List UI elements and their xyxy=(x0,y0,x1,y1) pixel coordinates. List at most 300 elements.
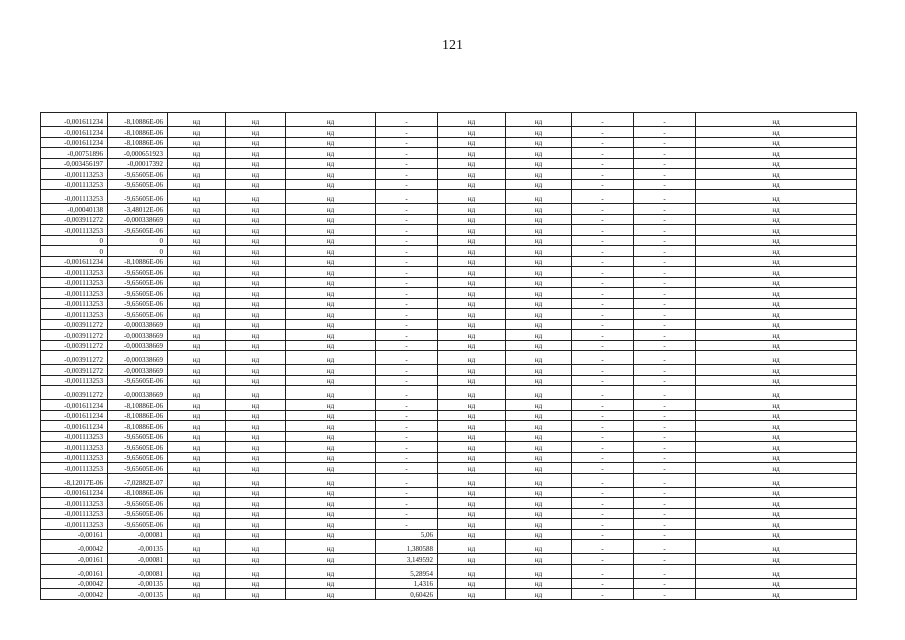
table-cell: нд xyxy=(438,564,506,578)
table-row xyxy=(41,431,857,442)
table-cell: нд xyxy=(438,386,506,400)
table-cell: нд xyxy=(226,529,286,540)
page-number: 121 xyxy=(442,38,463,53)
table-row xyxy=(41,473,857,487)
table-cell: нд xyxy=(696,148,857,159)
table-cell: нд xyxy=(286,554,376,565)
table-cell: -0,001611234 xyxy=(41,137,108,148)
table-cell: нд xyxy=(168,452,226,463)
table-cell: -0,003911272 xyxy=(41,330,108,341)
table-cell: нд xyxy=(506,319,572,330)
table-cell: нд xyxy=(226,442,286,453)
table-cell: - xyxy=(572,519,634,530)
table-cell: - xyxy=(572,564,634,578)
table-cell: нд xyxy=(438,529,506,540)
table-cell: - xyxy=(376,319,438,330)
table-cell: нд xyxy=(696,204,857,215)
table-cell: - xyxy=(376,442,438,453)
table-cell: нд xyxy=(168,578,226,589)
table-cell: нд xyxy=(696,540,857,554)
table-cell: нд xyxy=(696,421,857,432)
table-cell: нд xyxy=(168,288,226,299)
table-cell: нд xyxy=(168,386,226,400)
table-cell: -0,000651923 xyxy=(108,148,168,159)
table-cell: нд xyxy=(168,442,226,453)
table-cell: -0,001113253 xyxy=(41,225,108,236)
table-cell: нд xyxy=(438,190,506,204)
table-cell: нд xyxy=(286,225,376,236)
table-cell: нд xyxy=(696,386,857,400)
table-cell: нд xyxy=(226,127,286,138)
table-cell: -0,001611234 xyxy=(41,256,108,267)
table-cell: нд xyxy=(226,288,286,299)
table-cell: нд xyxy=(286,431,376,442)
table-cell: - xyxy=(634,519,696,530)
table-cell: -0,000338669 xyxy=(108,365,168,376)
table-cell: 3,149592 xyxy=(376,554,438,565)
table-cell: нд xyxy=(438,246,506,257)
table-cell: нд xyxy=(506,487,572,498)
table-cell: нд xyxy=(506,410,572,421)
table-cell: нд xyxy=(286,169,376,180)
table-cell: нд xyxy=(438,442,506,453)
table-cell: нд xyxy=(506,277,572,288)
table-row xyxy=(41,386,857,400)
table-cell: -8,10886E-06 xyxy=(108,410,168,421)
table-cell: - xyxy=(572,540,634,554)
table-cell: -0,000338669 xyxy=(108,351,168,365)
table-cell: нд xyxy=(696,277,857,288)
table-cell: -8,10886E-06 xyxy=(108,256,168,267)
table-cell: нд xyxy=(438,410,506,421)
table-row xyxy=(41,277,857,288)
table-cell: -0,001113253 xyxy=(41,375,108,386)
table-row xyxy=(41,400,857,411)
table-cell: нд xyxy=(438,225,506,236)
table-row xyxy=(41,564,857,578)
table-row xyxy=(41,319,857,330)
table-row xyxy=(41,148,857,159)
table-cell: -0,00042 xyxy=(41,578,108,589)
table-cell: нд xyxy=(226,421,286,432)
table-cell: нд xyxy=(168,400,226,411)
table-cell: нд xyxy=(506,540,572,554)
table-cell: - xyxy=(634,158,696,169)
table-cell: -0,003911272 xyxy=(41,319,108,330)
table-cell: -0,001113253 xyxy=(41,288,108,299)
table-cell: нд xyxy=(286,267,376,278)
table-cell: нд xyxy=(696,487,857,498)
table-cell: нд xyxy=(438,330,506,341)
table-cell: - xyxy=(572,319,634,330)
table-cell: -9,65605E-06 xyxy=(108,267,168,278)
table-cell: нд xyxy=(438,137,506,148)
table-cell: нд xyxy=(506,498,572,509)
table-cell: - xyxy=(634,578,696,589)
table-cell: нд xyxy=(438,554,506,565)
table-cell: нд xyxy=(696,578,857,589)
table-cell: - xyxy=(376,137,438,148)
table-cell: нд xyxy=(506,508,572,519)
table-cell: -0,001611234 xyxy=(41,127,108,138)
table-cell: нд xyxy=(226,554,286,565)
table-cell: - xyxy=(572,330,634,341)
table-cell: - xyxy=(376,288,438,299)
table-cell: -0,001113253 xyxy=(41,442,108,453)
table-cell: нд xyxy=(286,113,376,127)
table-cell: -9,65605E-06 xyxy=(108,375,168,386)
table-cell: - xyxy=(572,463,634,474)
table-cell: нд xyxy=(438,148,506,159)
table-cell: - xyxy=(634,452,696,463)
table-cell: - xyxy=(572,288,634,299)
table-cell: нд xyxy=(438,498,506,509)
table-cell: - xyxy=(634,529,696,540)
table-cell: нд xyxy=(506,113,572,127)
table-cell: нд xyxy=(226,589,286,600)
table-cell: нд xyxy=(506,298,572,309)
table-cell: -9,65605E-06 xyxy=(108,309,168,320)
table-cell: нд xyxy=(696,463,857,474)
table-cell: - xyxy=(572,225,634,236)
table-cell: - xyxy=(572,386,634,400)
table-row xyxy=(41,309,857,320)
table-cell: - xyxy=(572,508,634,519)
table-cell: нд xyxy=(226,540,286,554)
table-cell: 0 xyxy=(108,246,168,257)
table-cell: - xyxy=(634,225,696,236)
table-cell: - xyxy=(634,508,696,519)
table-cell: - xyxy=(376,431,438,442)
table-cell: -9,65605E-06 xyxy=(108,519,168,530)
table-cell: нд xyxy=(168,148,226,159)
table-cell: нд xyxy=(168,214,226,225)
table-cell: нд xyxy=(696,400,857,411)
table-cell: нд xyxy=(286,421,376,432)
table-cell: -0,00081 xyxy=(108,564,168,578)
table-cell: нд xyxy=(286,508,376,519)
table-cell: -9,65605E-06 xyxy=(108,288,168,299)
table-cell: - xyxy=(634,179,696,190)
table-row xyxy=(41,498,857,509)
table-cell: нд xyxy=(696,519,857,530)
table-cell: нд xyxy=(506,214,572,225)
table-cell: - xyxy=(572,473,634,487)
table-cell: нд xyxy=(696,340,857,351)
table-cell: нд xyxy=(286,190,376,204)
table-cell: нд xyxy=(168,137,226,148)
table-cell: нд xyxy=(286,277,376,288)
table-cell: - xyxy=(376,113,438,127)
table-row xyxy=(41,508,857,519)
table-cell: - xyxy=(634,137,696,148)
table-cell: -8,10886E-06 xyxy=(108,400,168,411)
table-row xyxy=(41,158,857,169)
table-cell: нд xyxy=(286,309,376,320)
table-cell: нд xyxy=(506,554,572,565)
table-row xyxy=(41,452,857,463)
table-cell: - xyxy=(634,235,696,246)
table-cell: - xyxy=(572,498,634,509)
table-cell: -0,00161 xyxy=(41,564,108,578)
table-cell: нд xyxy=(696,498,857,509)
table-cell: нд xyxy=(696,319,857,330)
table-cell: нд xyxy=(506,365,572,376)
table-cell: - xyxy=(376,246,438,257)
table-cell: нд xyxy=(168,127,226,138)
table-cell: нд xyxy=(506,452,572,463)
table-cell: нд xyxy=(696,351,857,365)
table-cell: нд xyxy=(286,158,376,169)
table-cell: нд xyxy=(696,113,857,127)
table-cell: -0,00042 xyxy=(41,589,108,600)
table-cell: нд xyxy=(168,179,226,190)
table-cell: нд xyxy=(506,400,572,411)
table-cell: - xyxy=(634,113,696,127)
table-cell: нд xyxy=(506,235,572,246)
table-cell: - xyxy=(634,554,696,565)
table-cell: нд xyxy=(226,277,286,288)
table-cell: нд xyxy=(696,267,857,278)
table-cell: нд xyxy=(696,288,857,299)
table-cell: - xyxy=(572,158,634,169)
table-cell: -0,003911272 xyxy=(41,214,108,225)
table-cell: нд xyxy=(286,589,376,600)
table-cell: нд xyxy=(438,375,506,386)
table-cell: - xyxy=(376,256,438,267)
table-cell: нд xyxy=(226,169,286,180)
table-cell: нд xyxy=(506,519,572,530)
table-cell: - xyxy=(634,309,696,320)
table-cell: - xyxy=(634,386,696,400)
table-cell: нд xyxy=(226,578,286,589)
table-cell: нд xyxy=(696,137,857,148)
table-cell: нд xyxy=(696,225,857,236)
table-cell: -8,10886E-06 xyxy=(108,487,168,498)
table-cell: нд xyxy=(226,340,286,351)
table-row xyxy=(41,179,857,190)
table-cell: 0 xyxy=(41,235,108,246)
table-cell: - xyxy=(572,137,634,148)
table-cell: - xyxy=(572,309,634,320)
table-cell: нд xyxy=(438,179,506,190)
table-cell: - xyxy=(634,319,696,330)
table-cell: нд xyxy=(696,309,857,320)
table-cell: -3,48012E-06 xyxy=(108,204,168,215)
table-cell: нд xyxy=(286,540,376,554)
table-cell: нд xyxy=(506,246,572,257)
table-cell: - xyxy=(376,386,438,400)
table-cell: нд xyxy=(168,204,226,215)
table-cell: нд xyxy=(696,158,857,169)
table-cell: нд xyxy=(506,225,572,236)
table-cell: - xyxy=(572,431,634,442)
table-cell: -9,65605E-06 xyxy=(108,508,168,519)
table-cell: - xyxy=(634,473,696,487)
table-cell: нд xyxy=(438,589,506,600)
table-cell: нд xyxy=(286,319,376,330)
table-cell: нд xyxy=(438,519,506,530)
table-cell: нд xyxy=(696,235,857,246)
table-cell: нд xyxy=(168,190,226,204)
table-cell: нд xyxy=(226,158,286,169)
table-cell: -0,00135 xyxy=(108,540,168,554)
table-cell: - xyxy=(376,365,438,376)
table-cell: нд xyxy=(438,421,506,432)
table-cell: - xyxy=(376,214,438,225)
table-cell: -0,001113253 xyxy=(41,498,108,509)
table-row xyxy=(41,169,857,180)
table-cell: 1,380588 xyxy=(376,540,438,554)
table-cell: нд xyxy=(696,298,857,309)
table-cell: - xyxy=(572,442,634,453)
table-cell: нд xyxy=(226,330,286,341)
table-row xyxy=(41,137,857,148)
table-cell: нд xyxy=(226,487,286,498)
table-cell: - xyxy=(572,487,634,498)
table-cell: - xyxy=(376,330,438,341)
table-row xyxy=(41,519,857,530)
table-cell: нд xyxy=(286,148,376,159)
table-cell: нд xyxy=(506,463,572,474)
table-cell: - xyxy=(376,410,438,421)
table-cell: нд xyxy=(226,309,286,320)
table-cell: 0 xyxy=(108,235,168,246)
table-cell: нд xyxy=(696,179,857,190)
table-row xyxy=(41,256,857,267)
table-cell: нд xyxy=(696,190,857,204)
table-cell: 1,4316 xyxy=(376,578,438,589)
table-cell: нд xyxy=(506,309,572,320)
table-cell: -0,001611234 xyxy=(41,113,108,127)
table-cell: нд xyxy=(286,463,376,474)
table-cell: - xyxy=(634,410,696,421)
table-cell: -0,00081 xyxy=(108,529,168,540)
table-cell: - xyxy=(572,246,634,257)
table-cell: нд xyxy=(438,113,506,127)
table-cell: -0,001611234 xyxy=(41,400,108,411)
table-row xyxy=(41,204,857,215)
table-cell: - xyxy=(376,487,438,498)
table-cell: - xyxy=(634,463,696,474)
table-cell: нд xyxy=(226,463,286,474)
table-cell: нд xyxy=(168,225,226,236)
table-cell: нд xyxy=(226,508,286,519)
table-cell: нд xyxy=(506,148,572,159)
table-cell: 0 xyxy=(41,246,108,257)
table-cell: нд xyxy=(438,508,506,519)
table-cell: нд xyxy=(168,169,226,180)
table-cell: нд xyxy=(286,400,376,411)
table-cell: нд xyxy=(168,277,226,288)
table-cell: - xyxy=(634,277,696,288)
table-row xyxy=(41,442,857,453)
table-cell: нд xyxy=(506,375,572,386)
table-cell: -0,001113253 xyxy=(41,190,108,204)
table-cell: 5,06 xyxy=(376,529,438,540)
table-cell: -9,65605E-06 xyxy=(108,277,168,288)
table-row xyxy=(41,127,857,138)
table-cell: нд xyxy=(286,487,376,498)
table-cell: - xyxy=(572,298,634,309)
table-cell: -0,003911272 xyxy=(41,386,108,400)
table-cell: нд xyxy=(226,179,286,190)
table-cell: нд xyxy=(168,519,226,530)
table-row xyxy=(41,246,857,257)
table-cell: нд xyxy=(168,410,226,421)
table-cell: нд xyxy=(696,564,857,578)
table-cell: - xyxy=(572,127,634,138)
table-cell: нд xyxy=(438,487,506,498)
table-cell: -8,10886E-06 xyxy=(108,421,168,432)
table-cell: нд xyxy=(226,267,286,278)
table-cell: - xyxy=(376,309,438,320)
table-cell: нд xyxy=(286,340,376,351)
table-cell: нд xyxy=(696,410,857,421)
table-row xyxy=(41,589,857,600)
table-cell: - xyxy=(634,214,696,225)
table-cell: -0,001113253 xyxy=(41,508,108,519)
table-cell: - xyxy=(376,473,438,487)
table-cell: - xyxy=(634,298,696,309)
table-cell: нд xyxy=(696,473,857,487)
table-cell: нд xyxy=(286,256,376,267)
table-row xyxy=(41,351,857,365)
table-cell: нд xyxy=(506,127,572,138)
table-cell: нд xyxy=(438,400,506,411)
table-row xyxy=(41,298,857,309)
table-cell: - xyxy=(572,351,634,365)
table-cell: - xyxy=(634,190,696,204)
table-cell: - xyxy=(376,169,438,180)
table-cell: нд xyxy=(286,246,376,257)
table-cell: нд xyxy=(696,365,857,376)
table-cell: - xyxy=(376,400,438,411)
table-cell: -0,00135 xyxy=(108,589,168,600)
table-cell: - xyxy=(376,519,438,530)
table-cell: - xyxy=(376,421,438,432)
table-cell: нд xyxy=(696,169,857,180)
table-cell: нд xyxy=(506,442,572,453)
table-cell: - xyxy=(376,127,438,138)
table-cell: - xyxy=(572,267,634,278)
table-cell: - xyxy=(634,256,696,267)
table-cell: -9,65605E-06 xyxy=(108,225,168,236)
table-cell: нд xyxy=(438,298,506,309)
table-cell: нд xyxy=(168,431,226,442)
table-cell: нд xyxy=(286,127,376,138)
table-cell: - xyxy=(634,246,696,257)
table-cell: нд xyxy=(286,452,376,463)
table-cell: нд xyxy=(506,529,572,540)
table-cell: -0,000338669 xyxy=(108,386,168,400)
table-cell: нд xyxy=(168,365,226,376)
table-cell: -0,001611234 xyxy=(41,487,108,498)
table-cell: нд xyxy=(438,288,506,299)
table-cell: нд xyxy=(506,340,572,351)
table-cell: - xyxy=(634,431,696,442)
table-cell: нд xyxy=(226,498,286,509)
table-cell: нд xyxy=(168,298,226,309)
table-cell: нд xyxy=(168,508,226,519)
table-row xyxy=(41,365,857,376)
table-cell: - xyxy=(634,351,696,365)
table-cell: нд xyxy=(438,127,506,138)
table-cell: нд xyxy=(168,564,226,578)
table-cell: нд xyxy=(696,256,857,267)
table-cell: нд xyxy=(286,204,376,215)
table-cell: -0,001113253 xyxy=(41,169,108,180)
